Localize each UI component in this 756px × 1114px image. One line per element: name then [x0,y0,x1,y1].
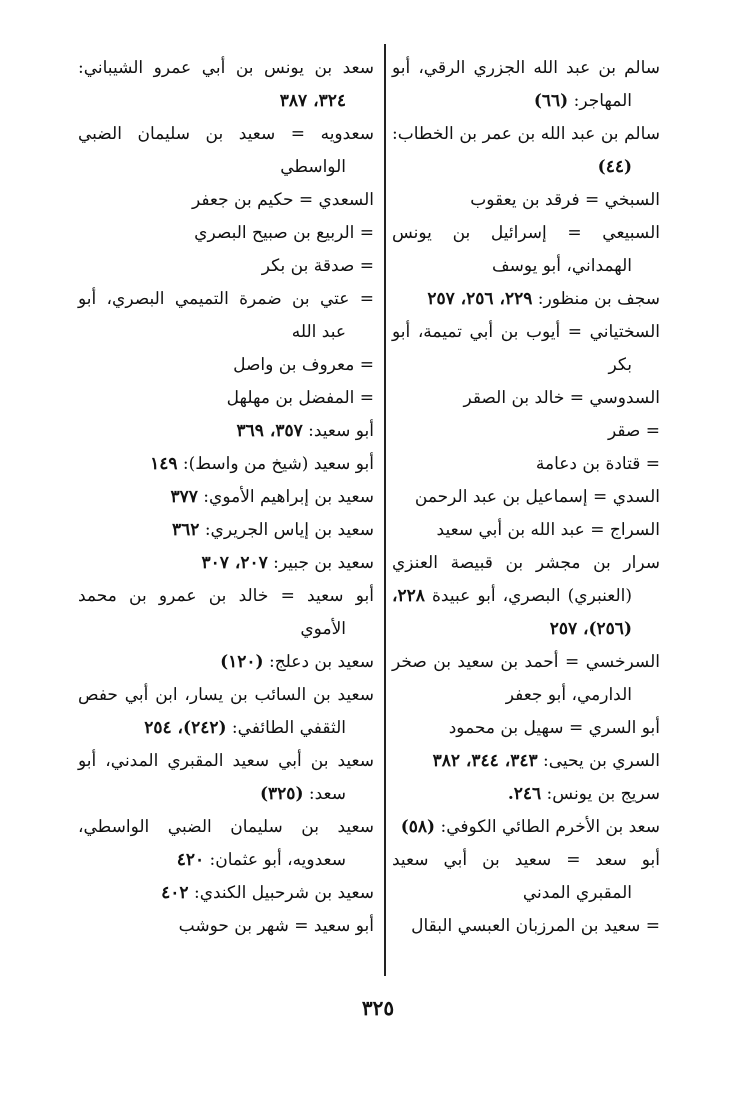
entry-text: السدي = إسماعيل بن عبد الرحمن [414,487,660,507]
index-entry [78,283,374,349]
entry-text: السبخي = فرقد بن يعقوب [470,190,660,210]
entry-text: أبو سعيد: [302,421,374,441]
entry-page-refs: (٣٢٥) [260,784,304,804]
entry-text: = الربيع بن صبيح البصري [194,223,374,243]
entry-page-refs: ٤٢٠ [176,850,205,870]
entry-page-refs: (٦٦) [533,91,569,111]
entry-text: سعيد بن سليمان الضبي الواسطي، سعدويه، أبو عثمان: [78,817,374,870]
entry-text: السري بن يحيى: [537,751,660,771]
entry-text: السراج = عبد الله بن أبي سعيد [436,520,660,540]
index-entry [392,844,660,910]
entry-page-refs: ٢٠٧، ٣٠٧ [201,553,268,573]
entry-page-refs: ٢٢٨، (٢٥٦)، ٢٥٧ [392,586,632,639]
entry-page-refs: ٢٢٩، ٢٥٦، ٢٥٧ [427,289,533,309]
entry-page-refs: ٣٧٧ [170,487,198,507]
entry-text: = سعيد بن المرزبان العبسي البقال [411,916,660,936]
entry-text: سعيد بن جبير: [267,553,374,573]
index-entry [392,514,660,547]
entry-text: أبو سعيد = شهر بن حوشب [178,916,374,936]
index-entry [78,745,374,811]
index-entry [392,712,660,745]
index-entry [78,52,374,118]
index-entry [78,481,374,514]
entry-text: سريج بن يونس: [541,784,660,804]
entry-page-refs: ٣٤٣، ٣٤٤، ٣٨٢ [432,751,538,771]
entry-text: سعيد بن إياس الجريري: [199,520,374,540]
index-entry [392,811,660,844]
entry-text: أبو السري = سهيل بن محمود [448,718,660,738]
entry-text: = المفضل بن مهلهل [226,388,374,408]
index-entry [78,448,374,481]
entry-text: = قتادة بن دعامة [535,454,660,474]
index-entry [78,514,374,547]
entry-text: سعيد بن شرحبيل الكندي: [188,883,374,903]
index-entry [392,316,660,382]
index-entry [78,415,374,448]
index-entry [392,382,660,415]
index-entry [392,646,660,712]
entry-page-refs: (٤٤) [597,157,632,177]
entry-text: سعيد بن أبي سعيد المقبري المدني، أبو سعد: [78,751,374,804]
index-entry [78,811,374,877]
entry-text: سعيد بن السائب بن يسار، ابن أبي حفص الثقفي الطائفي: [78,685,374,738]
index-entry [78,118,374,184]
index-column-right [392,52,660,943]
entry-page-refs: ٣٥٧، ٣٦٩ [236,421,303,441]
entry-text: سعيد بن دعلج: [263,652,374,672]
entry-page-refs: ٣٦٢ [172,520,200,540]
entry-text: السختياني = أيوب بن أبي تميمة، أبو بكر [392,322,660,375]
index-entry [78,679,374,745]
index-entry [78,217,374,250]
entry-text: أبو سعد = سعيد بن أبي سعيد المقبري المدني [392,850,660,903]
index-entry [392,910,660,943]
entry-text: سعد بن يونس بن أبي عمرو الشيباني: [78,58,374,78]
index-entry [78,382,374,415]
entry-page-refs: (١٢٠) [220,652,264,672]
index-entry [392,217,660,283]
index-entry [392,184,660,217]
entry-text: = عتي بن ضمرة التميمي البصري، أبو عبد الله [78,289,374,342]
entry-text: أبو سعيد = خالد بن عمرو بن محمد الأموي [78,586,374,639]
page-number: ٣٢٥ [361,996,395,1020]
index-entry [78,349,374,382]
index-entry [392,547,660,646]
index-entry [78,184,374,217]
index-entry [392,118,660,184]
entry-text: = معروف بن واصل [233,355,374,375]
entry-text: سالم بن عبد الله بن عمر بن الخطاب: [392,124,660,144]
entry-text: السعدي = حكيم بن جعفر [191,190,374,210]
entry-text: سعيد بن إبراهيم الأموي: [197,487,374,507]
entry-page-refs: ٣٢٤، ٣٨٧ [279,91,346,111]
index-entry [392,283,660,316]
entry-text: سرار بن مجشر بن قبيصة العنزي (العنبري) البصري، أبو عبيدة [392,553,660,606]
entry-text: = صقر [607,421,660,441]
index-column-left [78,52,374,943]
index-entry [392,481,660,514]
index-entry [78,910,374,943]
index-entry [78,646,374,679]
entry-text: السرخسي = أحمد بن سعيد بن صخر الدارمي، أبو جعفر [392,652,660,705]
entry-text: سعد بن الأخرم الطائي الكوفي: [435,817,660,837]
entry-text: سجف بن منظور: [532,289,660,309]
entry-text: سالم بن عبد الله الجزري الرقي، أبو المهاجر: [392,58,660,111]
column-divider [384,44,386,976]
index-entry [392,415,660,448]
index-entry [78,580,374,646]
index-entry [78,877,374,910]
entry-text: = صدقة بن بكر [261,256,374,276]
index-entry [392,778,660,811]
entry-page-refs: (٢٤٢)، ٢٥٤ [144,718,227,738]
index-entry [392,52,660,118]
entry-text: أبو سعيد (شيخ من واسط): [177,454,374,474]
index-entry [392,745,660,778]
entry-page-refs: ٢٤٦. [507,784,542,804]
index-entry [78,547,374,580]
index-entry [78,250,374,283]
entry-text: سعدويه = سعيد بن سليمان الضبي الواسطي [78,124,374,177]
entry-page-refs: ٤٠٢ [161,883,189,903]
index-entry [392,448,660,481]
entry-text: السدوسي = خالد بن الصقر [463,388,660,408]
entry-text: السبيعي = إسرائيل بن يونس الهمداني، أبو يوسف [392,223,660,276]
entry-page-refs: ١٤٩ [150,454,178,474]
entry-page-refs: (٥٨) [400,817,436,837]
